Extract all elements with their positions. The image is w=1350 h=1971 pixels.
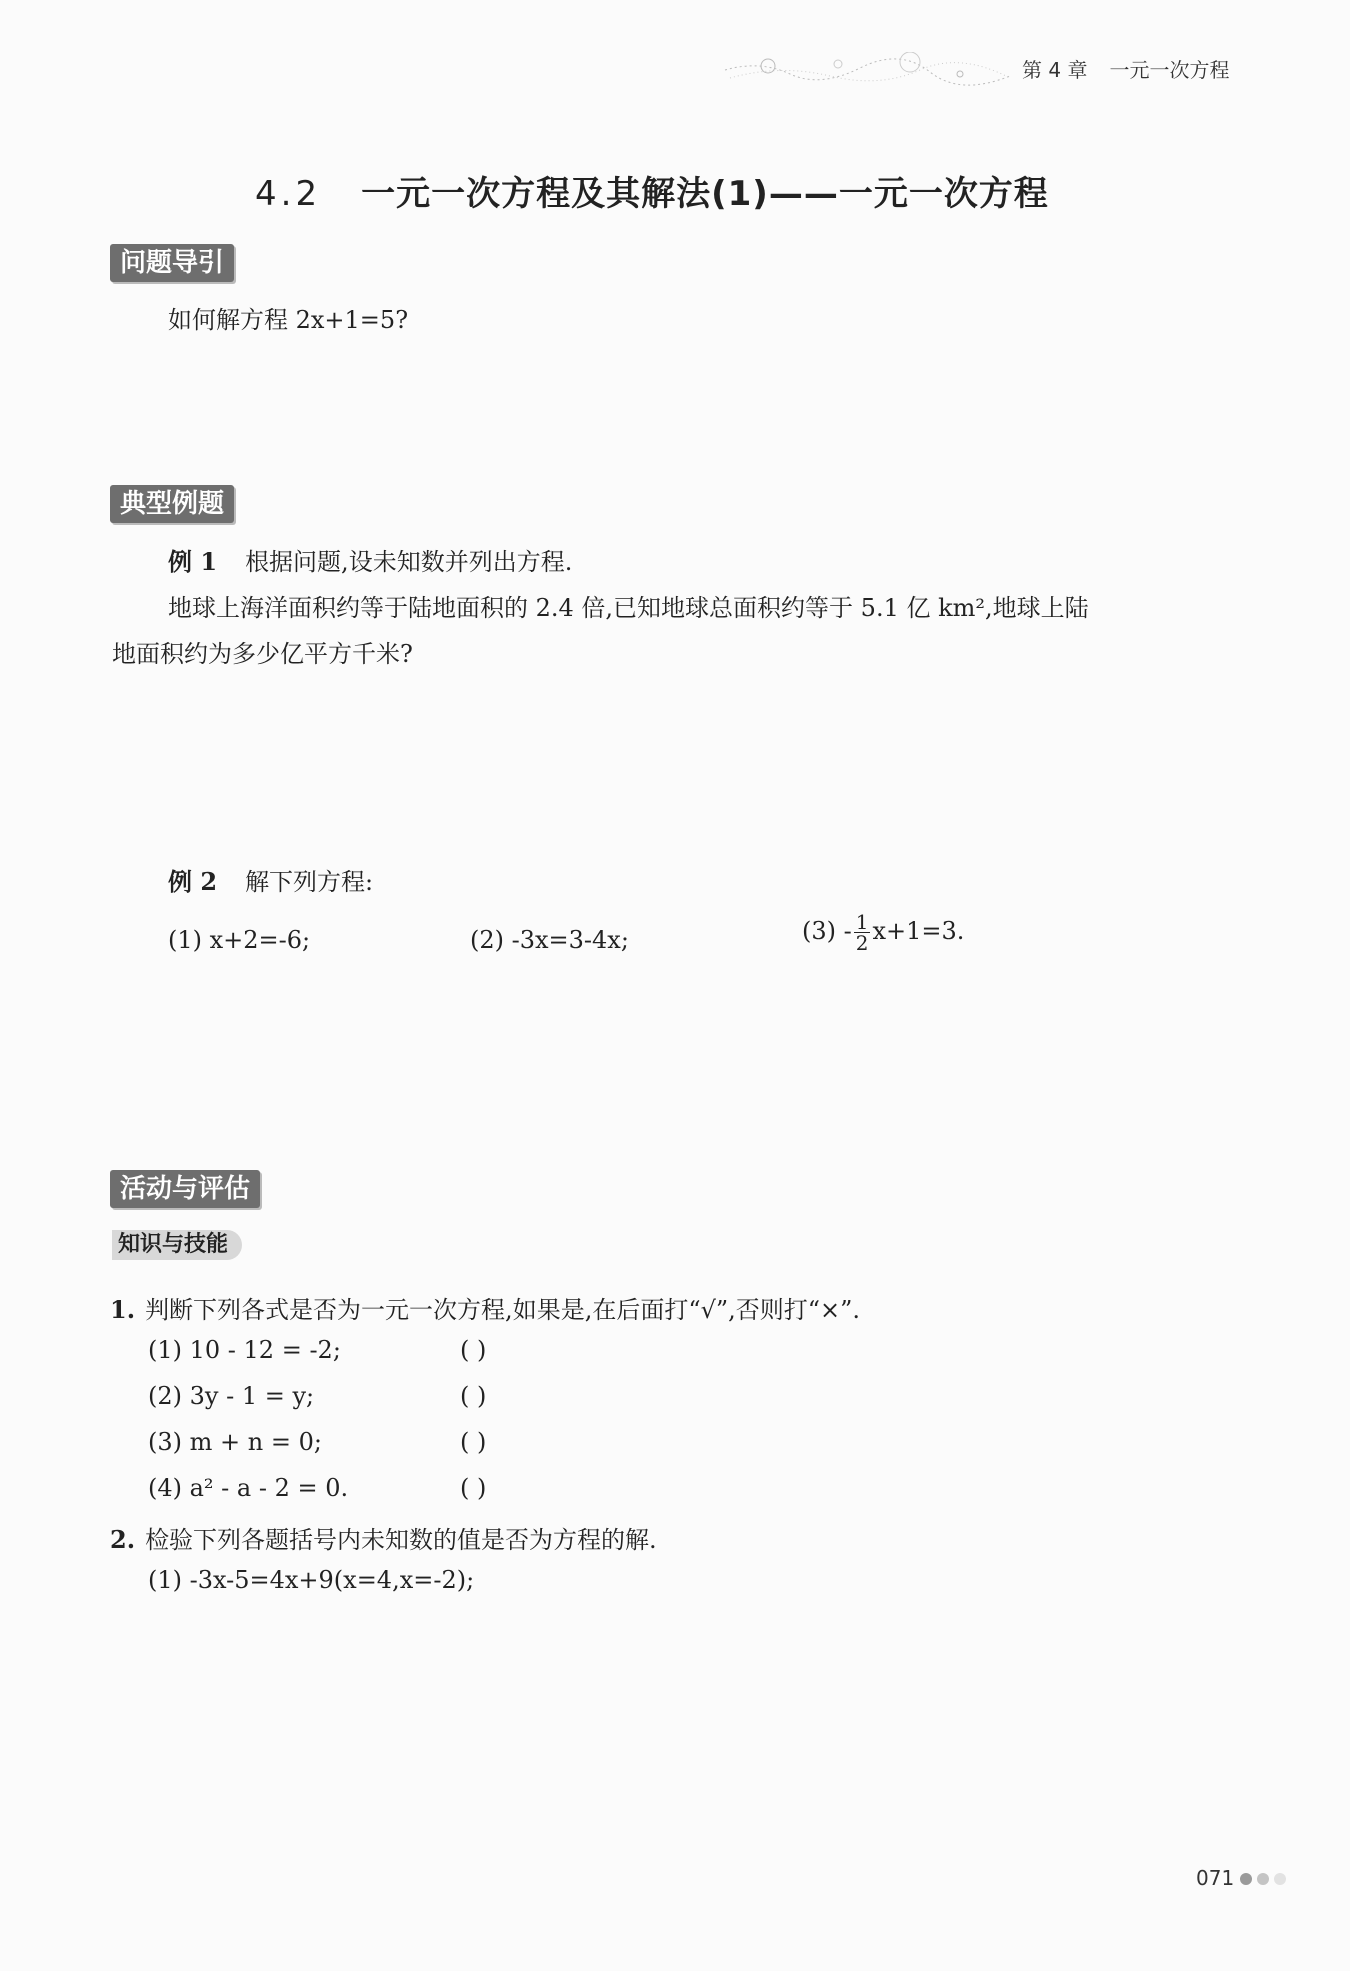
answer-blank-2[interactable]: ( ): [460, 1382, 487, 1410]
example1-text-line2: 地面积约为多少亿平方千米?: [112, 640, 413, 668]
chapter-header: [1022, 54, 1229, 83]
skills-subsection-label: 知识与技能: [112, 1230, 242, 1260]
example2-label: 例 2: [168, 867, 218, 896]
exercise1-number: 1.: [110, 1295, 136, 1324]
exercise1-item-1: (1) 10 - 12 = -2;: [148, 1336, 341, 1364]
example2-equation-1: (1) x+2=-6;: [168, 926, 311, 954]
header-ornament-icon: [720, 52, 1020, 92]
exercise1-text: 判断下列各式是否为一元一次方程,如果是,在后面打“√”,否则打“×”.: [145, 1296, 861, 1324]
page-dot-2-icon: [1257, 1873, 1269, 1885]
example1-text-line1: 地球上海洋面积约等于陆地面积的 2.4 倍,已知地球总面积约等于 5.1 亿 km²,地球上陆: [168, 594, 1089, 622]
examples-section-label: 典型例题: [110, 485, 234, 523]
fraction-one-half: [854, 912, 871, 953]
example1-label: 例 1: [168, 547, 218, 576]
exercise1-item-4: (4) a² - a - 2 = 0.: [148, 1474, 349, 1502]
answer-blank-1[interactable]: ( ): [460, 1336, 487, 1364]
example2-instruction: 解下列方程:: [245, 868, 374, 896]
example2-equation-2: (2) -3x=3-4x;: [470, 926, 629, 954]
exercise1-item-2: (2) 3y - 1 = y;: [148, 1382, 315, 1410]
page-dot-3-icon: [1274, 1873, 1286, 1885]
exercise2-text: 检验下列各题括号内未知数的值是否为方程的解.: [145, 1526, 657, 1554]
answer-blank-3[interactable]: ( ): [460, 1428, 487, 1456]
chapter-title: 一元一次方程: [1109, 58, 1230, 82]
example2-heading: [168, 862, 373, 897]
activity-section-label: 活动与评估: [110, 1170, 260, 1208]
section-title: 一元一次方程及其解法(1)——一元一次方程: [361, 174, 1049, 214]
page-title: [255, 166, 1049, 215]
fraction-denominator: 2: [855, 931, 869, 955]
guide-section-label: 问题导引: [110, 244, 234, 282]
chapter-number: 第 4 章: [1022, 58, 1088, 82]
example2-equation-3: [802, 912, 964, 953]
section-number: 4.2: [255, 174, 322, 214]
exercise2-item-1: (1) -3x-5=4x+9(x=4,x=-2);: [148, 1566, 475, 1594]
exercise2-question: [110, 1520, 657, 1555]
answer-blank-4[interactable]: ( ): [460, 1474, 487, 1502]
exercise2-number: 2.: [110, 1525, 136, 1554]
page-number: 071: [1196, 1866, 1235, 1890]
equation-3-suffix: x+1=3.: [872, 917, 965, 945]
equation-3-prefix: (3) -: [802, 917, 852, 945]
exercise1-item-3: (3) m + n = 0;: [148, 1428, 322, 1456]
example1-instruction: 根据问题,设未知数并列出方程.: [245, 548, 573, 576]
page-dot-1-icon: [1240, 1873, 1252, 1885]
fraction-numerator: 1: [855, 910, 869, 934]
example1-heading: [168, 542, 572, 577]
guide-question: 如何解方程 2x+1=5?: [168, 306, 409, 334]
exercise1-question: [110, 1290, 860, 1325]
